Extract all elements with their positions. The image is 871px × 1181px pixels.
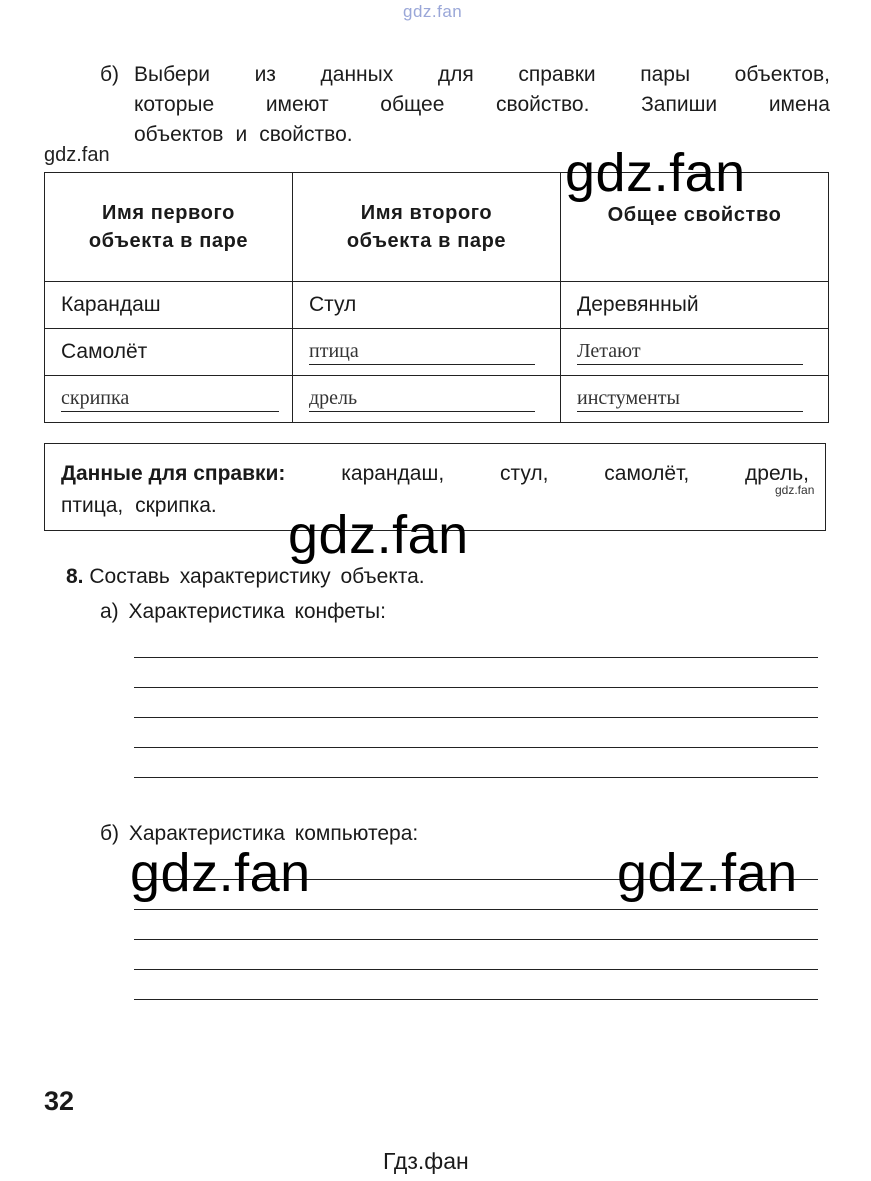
reference-item: карандаш,	[341, 462, 445, 485]
cell-second	[293, 329, 561, 376]
page-number: 32	[44, 1086, 75, 1116]
answer-line[interactable]	[134, 939, 818, 940]
word: пары	[640, 63, 691, 86]
word: справки	[518, 63, 596, 86]
answer-field[interactable]: Летают	[577, 340, 803, 365]
reference-line-1	[61, 458, 809, 490]
task-8a-label: а) Характеристика конфеты:	[100, 600, 386, 623]
task-b-label: б)	[100, 63, 120, 86]
answer-field[interactable]: скрипка	[61, 387, 279, 412]
answer-line[interactable]	[134, 909, 818, 910]
word: Выбери	[134, 63, 210, 86]
word: объектов	[134, 123, 224, 146]
word: из	[254, 63, 276, 86]
watermark-bottom-right: gdz.fan	[617, 843, 798, 903]
answer-field[interactable]: птица	[309, 340, 535, 365]
word: которые	[134, 93, 215, 116]
watermark-box: gdz.fan	[775, 483, 815, 497]
header-line: объекта в паре	[346, 230, 507, 252]
reference-line-2: птица, скрипка.	[61, 494, 217, 517]
word: и	[235, 123, 248, 146]
task-b-line-2	[134, 90, 830, 120]
task-8b-label: б) Характеристика компьютера:	[100, 822, 419, 845]
answer-line[interactable]	[134, 657, 818, 658]
answer-line[interactable]	[134, 747, 818, 748]
header-second-object	[293, 173, 561, 282]
cell-property: Деревянный	[561, 282, 829, 329]
cell-second	[293, 376, 561, 423]
task-b-text	[100, 60, 830, 150]
watermark-middle: gdz.fan	[288, 505, 469, 565]
answer-line[interactable]	[134, 777, 818, 778]
watermark-table: gdz.fan	[565, 143, 746, 203]
pairs-table	[44, 172, 829, 423]
answer-line[interactable]	[134, 717, 818, 718]
cell-property	[561, 329, 829, 376]
reference-item: стул,	[499, 462, 549, 485]
word: объектов,	[734, 63, 830, 86]
answer-field[interactable]: дрель	[309, 387, 535, 412]
table-row	[45, 282, 829, 329]
header-first-object	[45, 173, 293, 282]
footer-text: Гдз.фан	[383, 1148, 469, 1174]
cell-second: Стул	[293, 282, 561, 329]
table-row	[45, 329, 829, 376]
header-line: Имя второго	[360, 202, 493, 224]
word: свойство.	[496, 93, 590, 116]
task-title: Составь характеристику объекта.	[89, 565, 425, 588]
watermark-left-small: gdz.fan	[44, 144, 110, 166]
task-b-line-1	[134, 60, 830, 90]
word: Запиши	[641, 93, 718, 116]
cell-first	[45, 376, 293, 423]
answer-line[interactable]	[134, 999, 818, 1000]
task-8-heading	[66, 565, 425, 589]
word: для	[437, 63, 474, 86]
answer-line[interactable]	[134, 969, 818, 970]
reference-item: дрель,	[745, 462, 809, 485]
word: имена	[768, 93, 830, 116]
word: имеют	[265, 93, 329, 116]
task-number: 8.	[66, 565, 84, 588]
table-row	[45, 376, 829, 423]
word: свойство.	[259, 123, 353, 146]
reference-item: самолёт,	[604, 462, 690, 485]
watermark-bottom-left: gdz.fan	[130, 843, 311, 903]
cell-property	[561, 376, 829, 423]
word: общее	[380, 93, 445, 116]
answer-field[interactable]: инстументы	[577, 387, 803, 412]
watermark-top: gdz.fan	[403, 2, 463, 21]
word: данных	[320, 63, 394, 86]
cell-first: Карандаш	[45, 282, 293, 329]
cell-first: Самолёт	[45, 329, 293, 376]
header-line: Общее свойство	[607, 204, 782, 226]
header-line: Имя первого	[102, 202, 235, 224]
answer-line[interactable]	[134, 687, 818, 688]
reference-label: Данные для справки:	[61, 462, 286, 485]
header-line: объекта в паре	[88, 230, 249, 252]
